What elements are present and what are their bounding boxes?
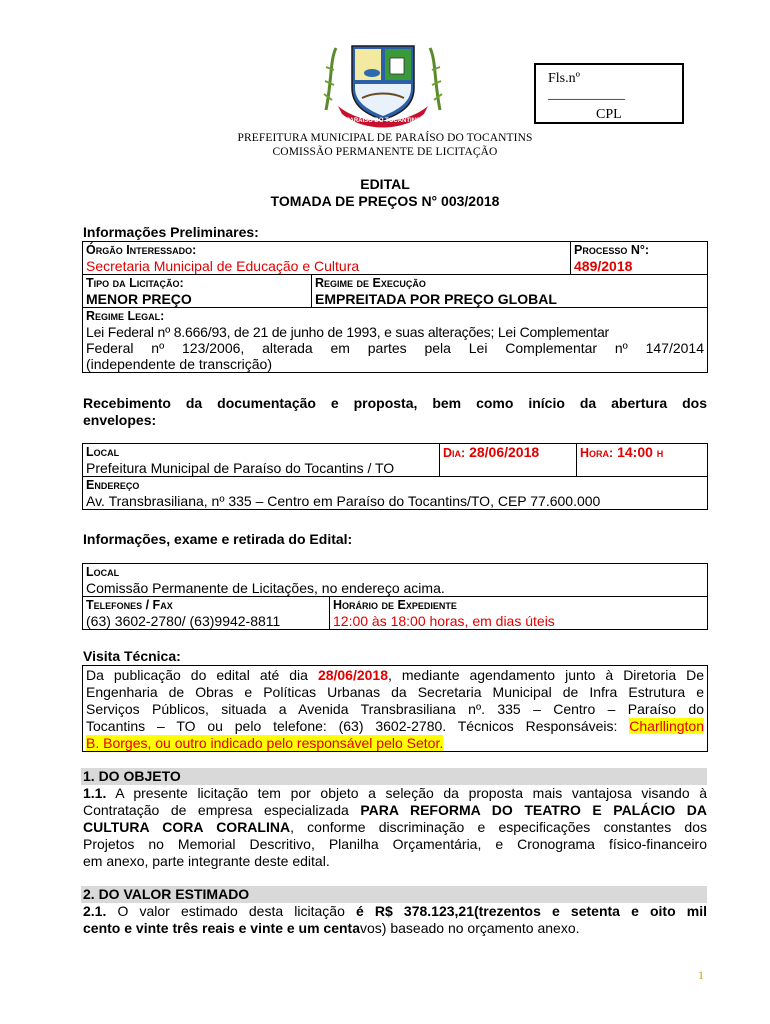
recebimento-heading-line2: envelopes: xyxy=(83,412,157,428)
valor-num: 2.1. xyxy=(83,903,107,919)
regime-exec-label: Regime de Execução xyxy=(315,276,426,290)
orgao-cell xyxy=(83,242,571,275)
objeto-line4: Projetos no Memorial Descritivo, Planilha Orçamentária, e Cronograma físico-financeiro xyxy=(83,836,707,852)
fls-stamp-box xyxy=(534,63,684,124)
visita-line1 xyxy=(86,667,704,684)
objeto-line5: em anexo, parte integrante deste edital. xyxy=(83,853,330,869)
visita-line1-text: Da publicação do edital até dia xyxy=(86,667,318,683)
visita-line2: Engenharia de Obras e Políticas Urbanas da Secretaria Municipal de Infra Estrutura e xyxy=(86,684,704,700)
informacoes-table xyxy=(82,563,708,630)
info-local-label: Local xyxy=(86,565,120,579)
tipo-label: Tipo da Licitação: xyxy=(86,276,184,290)
prelim-heading: Informações Preliminares: xyxy=(83,224,259,240)
page-number: 1 xyxy=(698,968,704,982)
visita-line4 xyxy=(86,718,704,735)
regime-exec-value: EMPREITADA POR PREÇO GLOBAL xyxy=(315,291,557,307)
valor-line2 xyxy=(83,920,707,937)
valor-heading: 2. DO VALOR ESTIMADO xyxy=(81,886,707,903)
crest-banner-text: PARAÍSO DO TOCANTINS xyxy=(345,118,421,124)
tipo-cell xyxy=(83,275,312,308)
processo-label: Processo N°: xyxy=(574,243,650,257)
objeto-line3 xyxy=(83,819,707,836)
visita-date: 28/06/2018 xyxy=(317,667,389,683)
info-local-cell xyxy=(83,564,708,597)
objeto-line1-text: A presente licitação tem por objeto a seleção da proposta mais vantajosa visando à xyxy=(106,785,707,801)
horario-value: 12:00 às 18:00 horas, em dias úteis xyxy=(333,613,555,629)
telefones-value: (63) 3602-2780/ (63)9942-8811 xyxy=(86,613,281,629)
processo-cell xyxy=(571,242,708,275)
tecnico-name-highlight-cont: B. Borges, ou outro indicado pelo responsável pelo Setor. xyxy=(86,735,444,751)
regime-legal-line3: (independente de transcrição) xyxy=(86,356,273,372)
cpl-label: CPL xyxy=(596,107,622,122)
objeto-line2-bold: PARA REFORMA DO TEATRO E PALÁCIO DA xyxy=(360,802,707,818)
valor-amount: é R$ 378.123,21(trezentos e setenta e oito mil xyxy=(355,903,707,919)
regime-legal-line1: Lei Federal nº 8.666/93, de 21 de junho de 1993, e suas alterações; Lei Complementar xyxy=(86,324,610,340)
objeto-line2-text: Contratação de empresa especializada xyxy=(83,802,361,818)
visita-box xyxy=(82,665,708,752)
visita-line3: Serviços Públicos, situada a Avenida Transbrasiliana nº. 335 – Centro – Paraíso do xyxy=(86,701,704,717)
visita-line5 xyxy=(86,735,704,752)
dia-cell xyxy=(440,444,577,477)
visita-line1-text-b: , mediante agendamento junto à Diretoria De xyxy=(388,667,704,683)
valor-line2-text: vos) baseado no orçamento anexo. xyxy=(360,920,580,936)
hora-suffix: h xyxy=(656,446,664,460)
recebimento-heading-line1: Recebimento da documentação e proposta, bem como início da abertura dos xyxy=(83,395,707,411)
local-cell xyxy=(83,444,440,477)
recebimento-table xyxy=(82,443,708,510)
objeto-num: 1.1. xyxy=(83,785,107,801)
tipo-value: MENOR PREÇO xyxy=(86,291,192,307)
hora-label: Hora: xyxy=(580,446,614,460)
orgao-value: Secretaria Municipal de Educação e Cultura xyxy=(86,258,360,274)
municipal-crest-logo xyxy=(322,40,444,132)
regime-exec-cell xyxy=(312,275,708,308)
endereco-cell xyxy=(83,477,708,510)
telefones-cell xyxy=(83,597,330,630)
endereco-value: Av. Transbrasiliana, nº 335 – Centro em Paraíso do Tocantins/TO, CEP 77.600.000 xyxy=(86,493,601,509)
processo-value: 489/2018 xyxy=(574,258,633,274)
horario-label: Horário de Expediente xyxy=(333,598,457,612)
document-subtitle: TOMADA DE PREÇOS N° 003/2018 xyxy=(270,193,500,209)
tecnico-name-highlight: Charllington xyxy=(629,718,704,734)
valor-line1 xyxy=(83,903,707,920)
objeto-heading: 1. DO OBJETO xyxy=(81,768,707,785)
document-title: EDITAL xyxy=(360,176,410,192)
hora-cell xyxy=(577,444,708,477)
objeto-line3-bold: CULTURA CORA CORALINA xyxy=(83,819,291,835)
prelim-table xyxy=(82,241,708,373)
valor-amount-cont: cento e vinte três reais e vinte e um centa xyxy=(83,920,361,936)
info-local-value: Comissão Permanente de Licitações, no endereço acima. xyxy=(86,580,445,596)
endereco-label: Endereço xyxy=(86,478,140,492)
fls-underline: ___________ xyxy=(548,87,625,102)
regime-legal-line2: Federal nº 123/2006, alterada em partes pela Lei Complementar nº 147/2014 xyxy=(86,340,704,356)
objeto-line1 xyxy=(83,785,707,802)
dia-value: 28/06/2018 xyxy=(469,444,540,460)
visita-heading: Visita Técnica: xyxy=(83,648,181,664)
orgao-label: Órgão Interessado: xyxy=(86,243,197,257)
local-label: Local xyxy=(86,445,120,459)
horario-cell xyxy=(330,597,708,630)
fls-label: Fls.nº xyxy=(548,71,580,86)
commission-name: COMISSÃO PERMANENTE DE LICITAÇÃO xyxy=(272,146,498,158)
regime-legal-label: Regime Legal: xyxy=(86,309,165,323)
objeto-line2 xyxy=(83,802,707,819)
visita-line4-text: Tocantins – TO ou pelo telefone: (63) 3602-2780. Técnicos Responsáveis: xyxy=(86,718,630,734)
regime-legal-cell xyxy=(83,308,708,373)
hora-value: 14:00 xyxy=(617,444,653,460)
valor-line1-text: O valor estimado desta licitação xyxy=(106,903,356,919)
dia-label: Dia: xyxy=(443,446,466,460)
telefones-label: Telefones / Fax xyxy=(86,598,173,612)
objeto-line3-text: , conforme discriminação e especificações constantes dos xyxy=(290,819,707,835)
local-value: Prefeitura Municipal de Paraíso do Tocantins / TO xyxy=(86,460,395,476)
informacoes-heading: Informações, exame e retirada do Edital: xyxy=(83,531,353,547)
org-name: PREFEITURA MUNICIPAL DE PARAÍSO DO TOCANTINS xyxy=(237,132,533,144)
